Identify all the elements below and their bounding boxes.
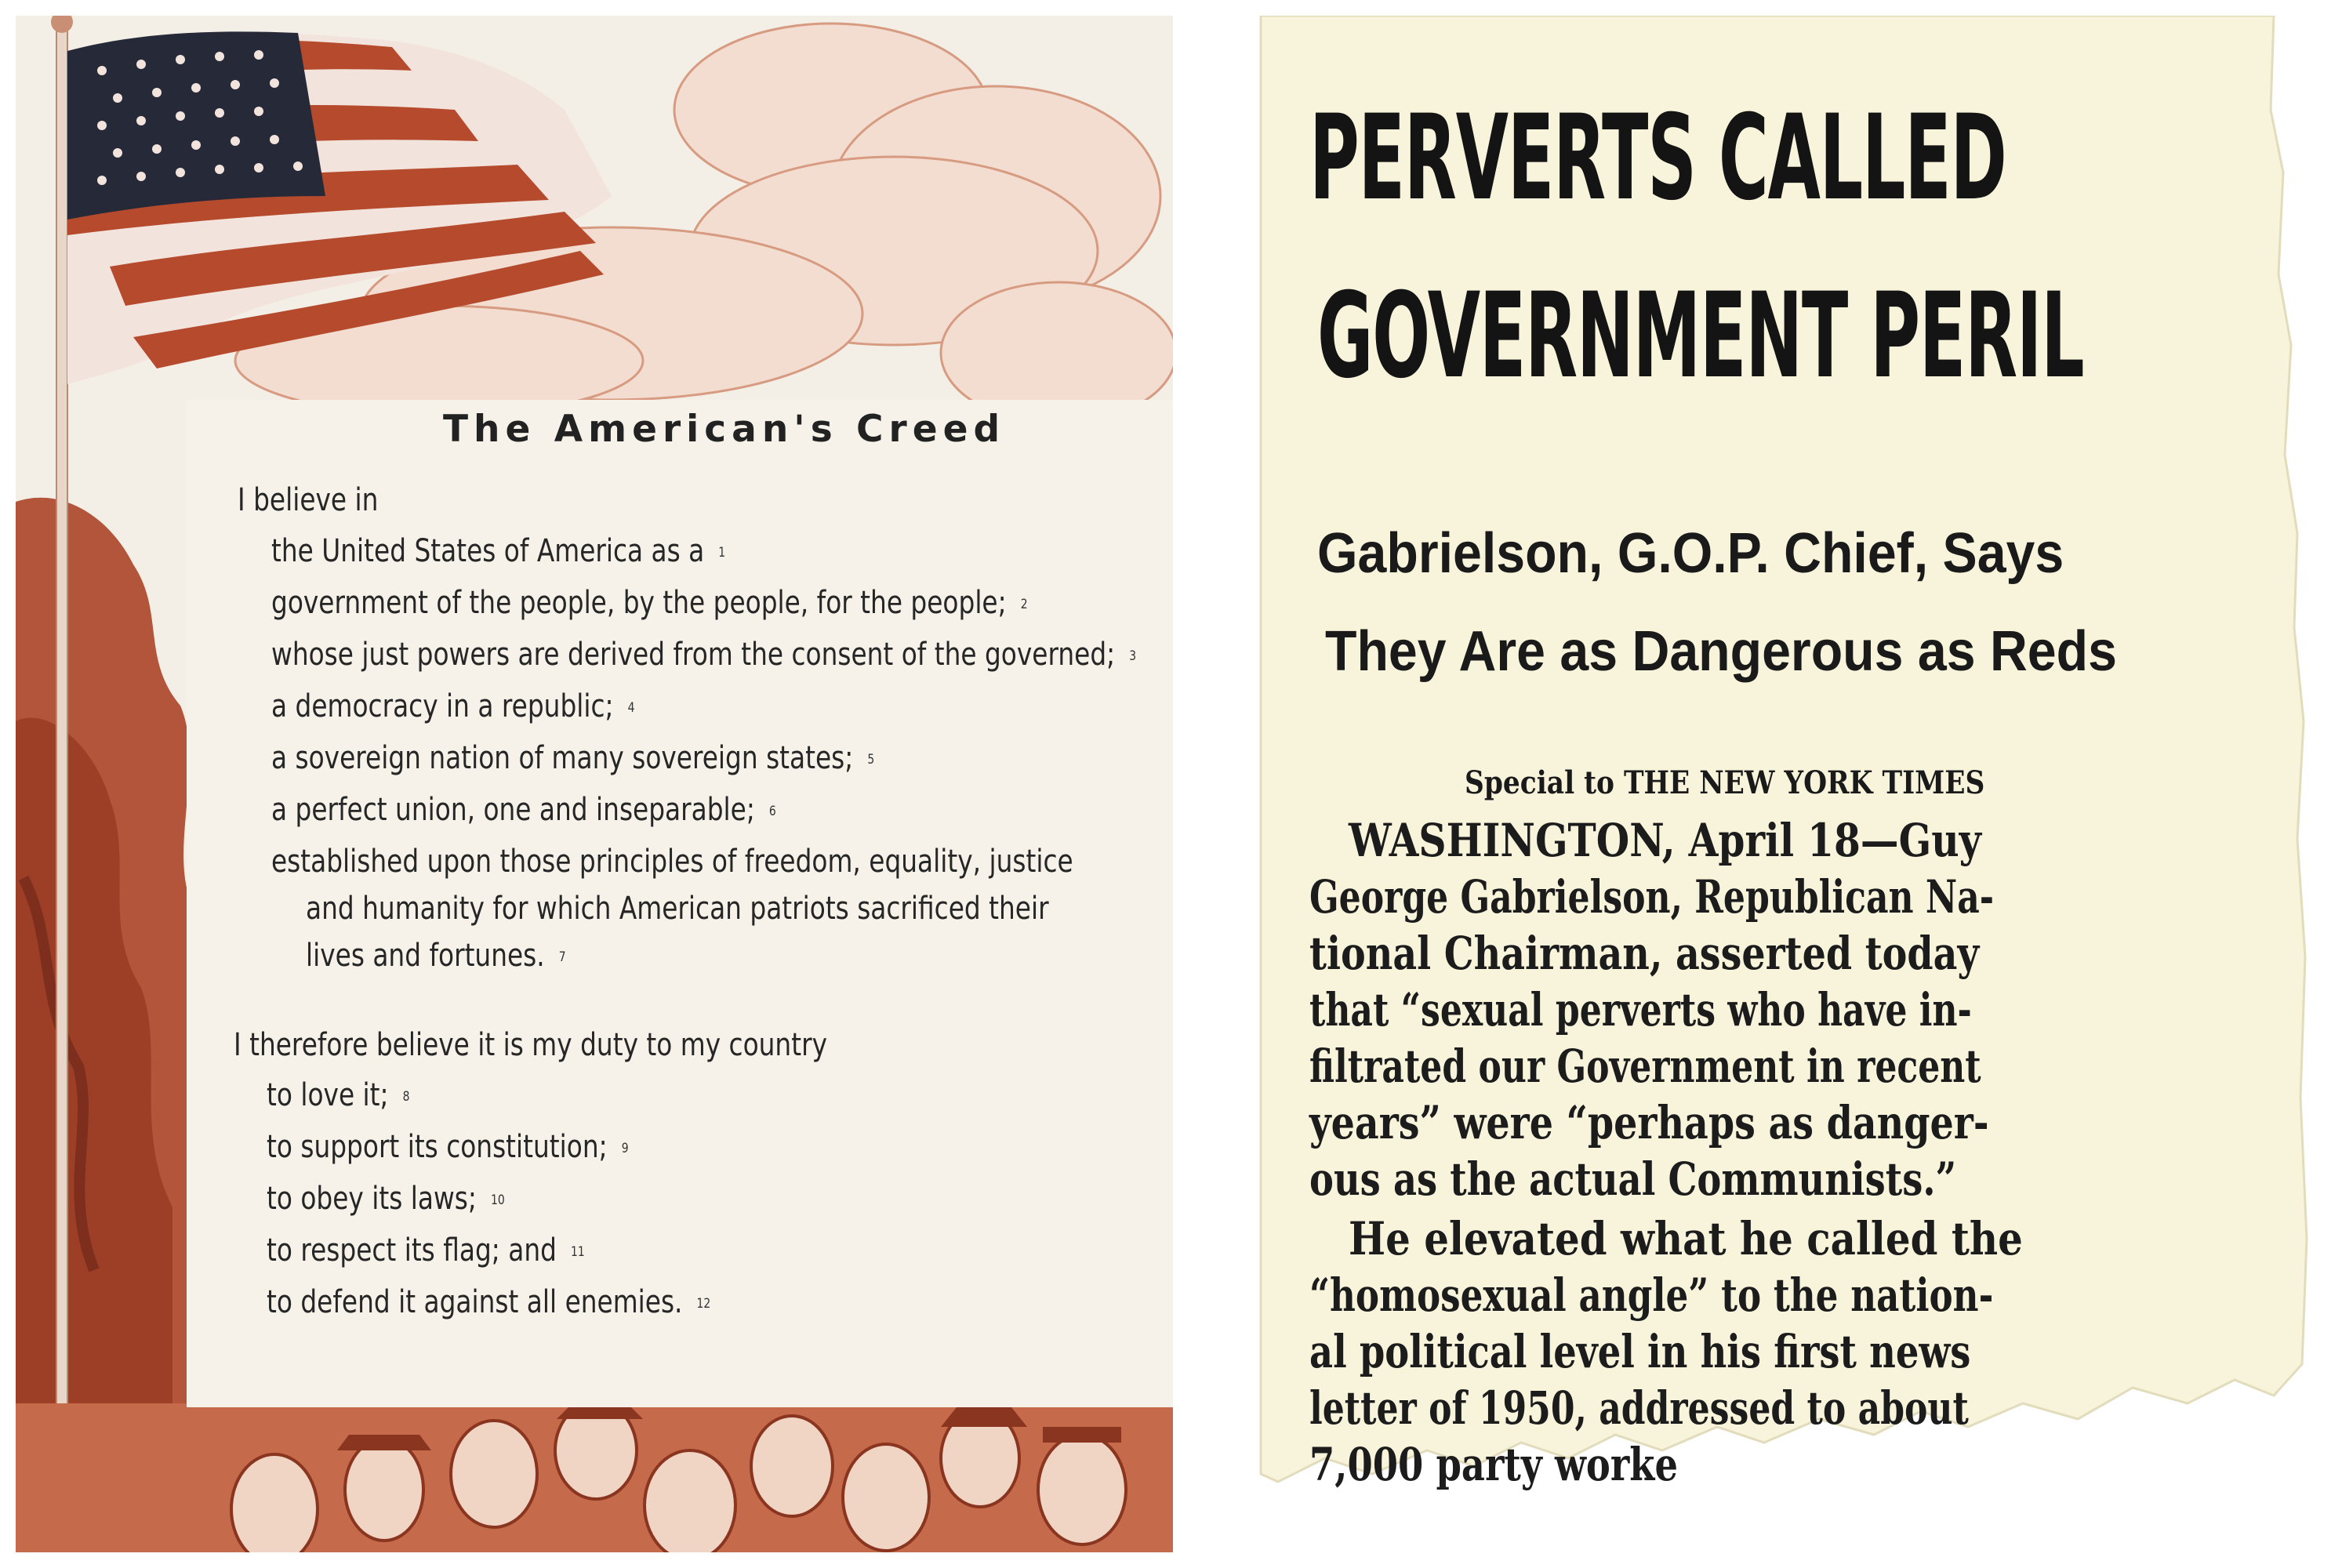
article-line: tional Chairman, asserted today [1309,927,1980,980]
line-number: 12 [696,1296,711,1312]
article-line: al political level in his first news [1309,1325,1971,1378]
creed-line: whose just powers are derived from the consent of the governed; 3 [271,637,1137,673]
creed-line: a democracy in a republic; 4 [271,688,635,724]
headline-line: GOVERNMENT PERIL [1317,268,2084,405]
creed-line: established upon those principles of freedom, equality, justice [271,844,1073,880]
line-number: 1 [718,545,726,561]
subhead-line: They Are as Dangerous as Reds [1325,620,2117,683]
line-number: 3 [1129,648,1137,664]
creed-line: to respect its flag; and 11 [267,1232,585,1269]
line-number: 10 [490,1192,505,1208]
article-line: 7,000 party worke [1309,1438,1678,1491]
crowd-illustration [16,1402,1173,1552]
creed-line: lives and fortunes. 7 [306,938,566,974]
creed-line: to love it; 8 [267,1077,410,1113]
tree-illustration [16,498,190,1552]
line-number: 6 [768,804,776,819]
article-line: WASHINGTON, April 18—Guy [1349,814,1981,867]
newspaper-clipping [1255,16,2311,1552]
article-line: years” were “perhaps as danger- [1309,1096,1989,1149]
article-line: He elevated what he called the [1349,1212,2023,1265]
creed-line: to obey its laws; 10 [267,1181,505,1217]
article-line: “homosexual angle” to the nation- [1309,1269,1994,1322]
line-number: 7 [558,949,566,965]
article-line: that “sexual perverts who have in- [1309,983,1972,1036]
article-line: filtrated our Government in recent [1309,1040,1981,1093]
line-number: 5 [867,752,875,768]
article-line: George Gabrielson, Republican Na- [1309,870,1995,924]
creed-line: I believe in [238,482,379,518]
creed-title: The American's Creed [443,408,1006,451]
creed-line: to defend it against all enemies. 12 [267,1284,711,1320]
subhead-line: Gabrielson, G.O.P. Chief, Says [1317,522,2064,585]
line-number: 11 [571,1244,585,1260]
line-number: 2 [1020,597,1028,612]
line-number: 8 [402,1089,410,1105]
creed-line: a sovereign nation of many sovereign states; 5 [271,740,875,776]
creed-line: I therefore believe it is my duty to my country [234,1027,827,1063]
creed-line: government of the people, by the people, for the people; 2 [271,585,1028,621]
creed-line: a perfect union, one and inseparable; 6 [271,792,776,828]
article-line: ous as the actual Communists.” [1309,1152,1957,1206]
headline-line: PERVERTS CALLED [1309,90,2006,227]
creed-line: to support its constitution; 9 [267,1129,629,1165]
creed-line: and humanity for which American patriots sacrificed their [306,891,1049,927]
line-number: 9 [621,1141,629,1156]
creed-line: the United States of America as a 1 [271,533,726,569]
line-number: 4 [627,700,635,716]
creed-page-scan [16,16,1173,1552]
article-line: letter of 1950, addressed to about [1309,1381,1969,1435]
byline: Special to THE NEW YORK TIMES [1465,764,1985,801]
